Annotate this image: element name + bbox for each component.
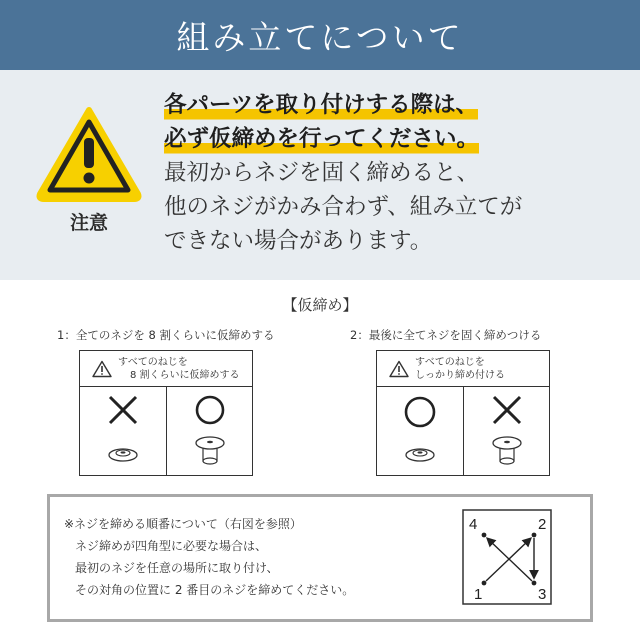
- screw-order-box: [47, 494, 593, 622]
- page-title: 組み立てについて: [176, 17, 464, 57]
- step-1-note-line-1: すべてのねじを: [118, 357, 188, 368]
- step-2-bad-example: [464, 387, 550, 475]
- warning-highlight-1: 各パーツを取り付けする際は、: [164, 88, 478, 122]
- step-2-note-line-2: しっかり締め付ける: [415, 370, 505, 381]
- page-header: [0, 0, 640, 70]
- warning-highlight-2: 必ず仮締めを行ってください。: [164, 122, 479, 156]
- warning-body-2: 他のネジがかみ合わず、組み立てが: [164, 194, 523, 220]
- circle-mark-icon: [406, 398, 434, 426]
- step-1-bad-example: [80, 387, 166, 475]
- section-title: 【仮締め】: [282, 296, 358, 314]
- step-2-note-line-1: すべてのねじを: [415, 357, 485, 368]
- step-2-note: [377, 351, 549, 387]
- step-1-note: [80, 351, 252, 387]
- screw-icon: [109, 449, 137, 461]
- screw-raised-icon: [493, 437, 521, 464]
- cross-mark-icon: [110, 397, 136, 423]
- caution-small-icon: [389, 360, 409, 378]
- step-1-panel: [79, 350, 253, 476]
- step-2-panel: [376, 350, 550, 476]
- screw-order-line-3: 最初のネジを任意の場所に取り付け、: [75, 561, 279, 575]
- step-1-label: 1：全てのネジを 8 割くらいに仮締めする: [57, 328, 275, 342]
- diagram-label-2: 2: [538, 516, 547, 533]
- caution-triangle-icon: [34, 104, 144, 204]
- warning-body-3: できない場合があります。: [164, 228, 433, 254]
- screw-icon: [406, 449, 434, 461]
- screw-order-line-1: ※ネジを締める順番について（右図を参照）: [64, 517, 302, 531]
- screw-order-line-4: その対角の位置に 2 番目のネジを締めてください。: [75, 583, 355, 597]
- warning-body-1: 最初からネジを固く締めると、: [164, 160, 480, 186]
- diagram-label-1: 1: [474, 586, 483, 603]
- step-1-good-example: [167, 387, 253, 475]
- caution-label: 注意: [69, 212, 108, 234]
- caution-small-icon: [92, 360, 112, 378]
- step-2-label: 2：最後に全てネジを固く締めつける: [350, 328, 542, 342]
- warning-text: [164, 88, 624, 258]
- screw-raised-icon: [196, 437, 224, 464]
- screw-order-line-2: ネジ締めが四角型に必要な場合は、: [75, 539, 268, 553]
- step-1-note-line-2: 8 割くらいに仮締めする: [130, 370, 240, 381]
- circle-mark-icon: [197, 397, 223, 423]
- diagram-label-4: 4: [469, 516, 478, 533]
- screw-order-diagram: [462, 509, 552, 605]
- diagram-label-3: 3: [538, 586, 547, 603]
- cross-mark-icon: [494, 397, 520, 423]
- screw-order-text: [64, 513, 354, 601]
- step-2-good-example: [377, 387, 463, 475]
